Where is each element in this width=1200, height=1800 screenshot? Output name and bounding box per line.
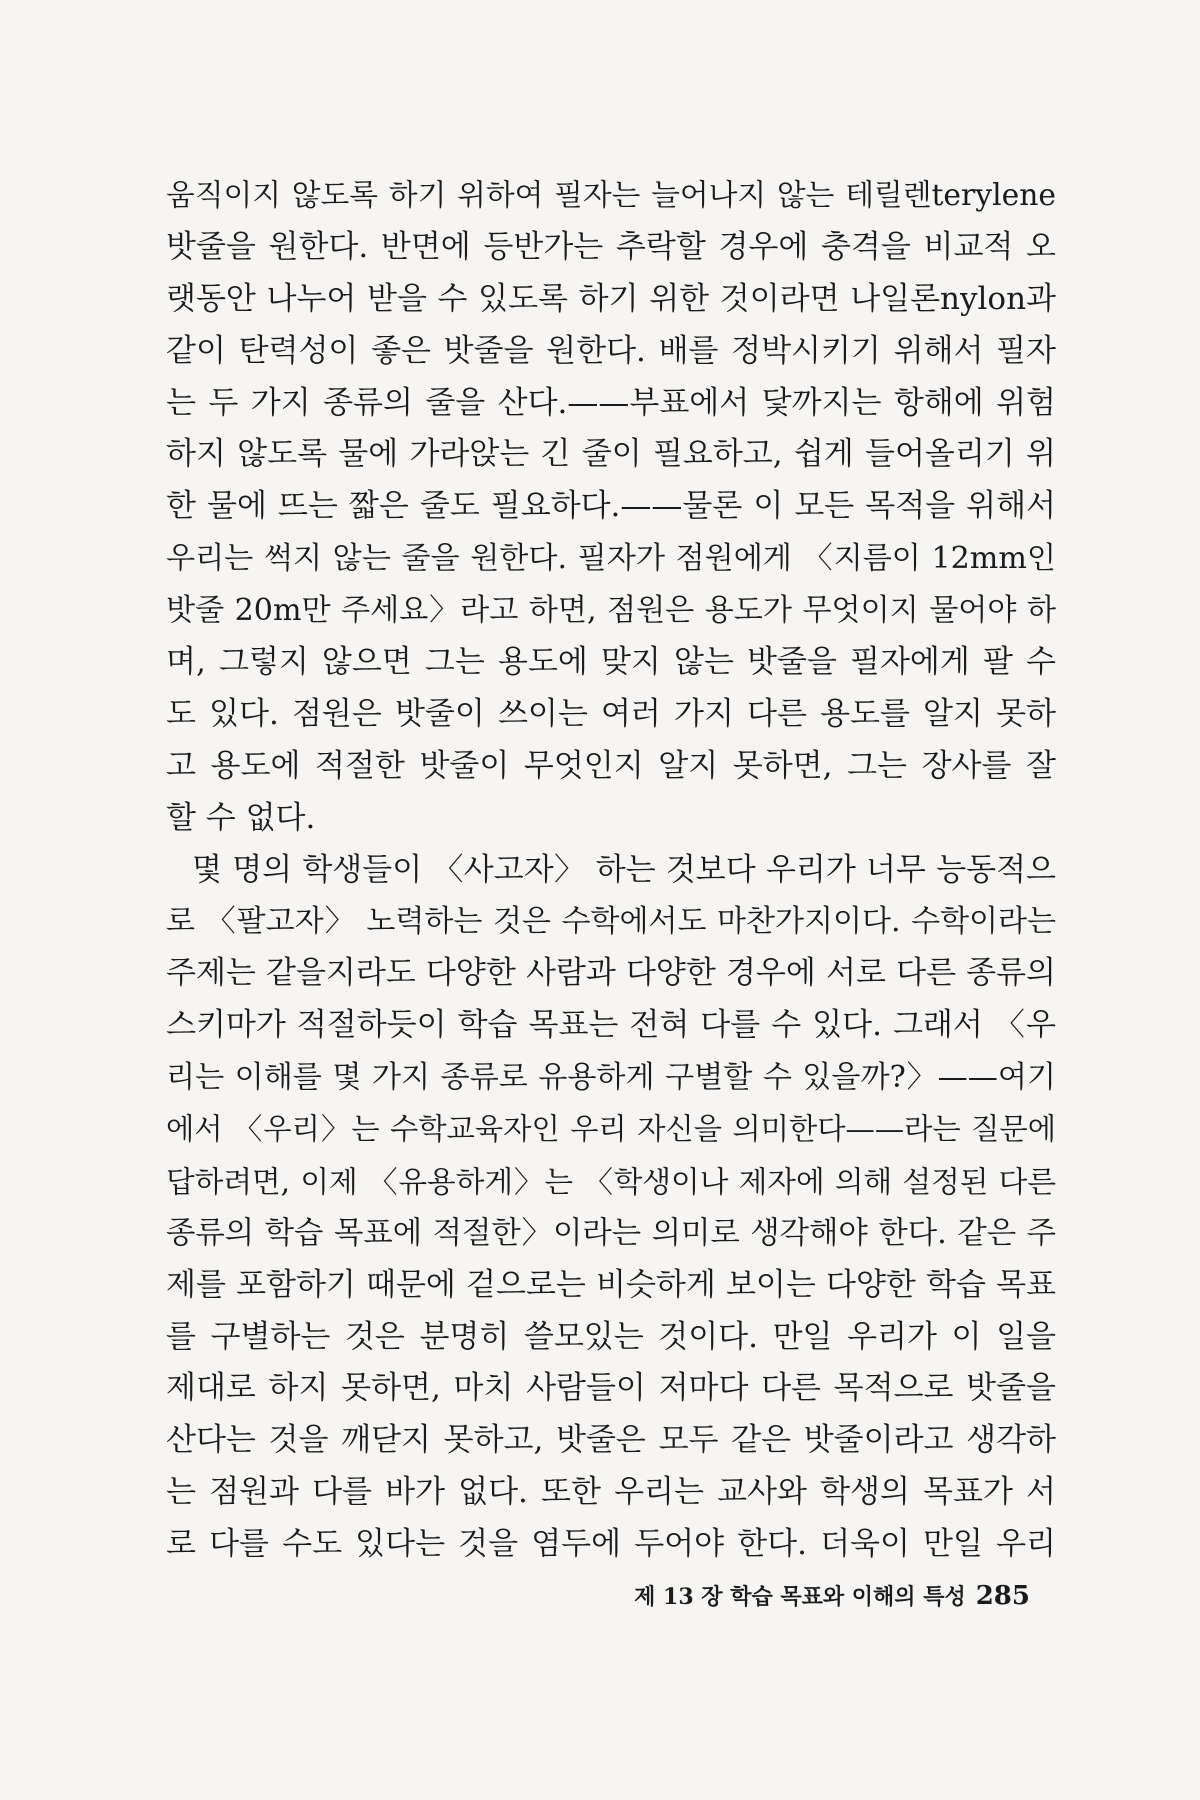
text-line: 스키마가 적절하듯이 학습 목표는 전혀 다를 수 있다. 그래서 〈우 — [166, 1007, 1056, 1044]
text-line: 를 구별하는 것은 분명히 쓸모있는 것이다. 만일 우리가 이 일을 — [166, 1318, 1056, 1355]
page-number: 285 — [975, 1581, 1030, 1611]
text-line: 하지 않도록 물에 가라앉는 긴 줄이 필요하고, 쉽게 들어올리기 위 — [166, 436, 1056, 473]
paragraph-first-line: 몇 명의 학생들이 〈사고자〉 하는 것보다 우리가 너무 능동적으 — [192, 851, 1056, 888]
text-line: 밧줄 20m만 주세요〉라고 하면, 점원은 용도가 무엇이지 물어야 하 — [166, 593, 1056, 629]
text-line: 한 물에 뜨는 짧은 줄도 필요하다.——물론 이 모든 목적을 위해서 — [166, 488, 1056, 525]
text-line: 우리는 썩지 않는 줄을 원한다. 필자가 점원에게 〈지름이 12mm인 — [166, 541, 1056, 577]
page-footer — [610, 1576, 1030, 1616]
text-line: 로 다를 수도 있다는 것을 염두에 두어야 한다. 더욱이 만일 우리 — [166, 1526, 1056, 1563]
text-line: 제를 포함하기 때문에 겉으로는 비슷하게 보이는 다양한 학습 목표 — [166, 1266, 1056, 1303]
text-line: 주제는 같을지라도 다양한 사람과 다양한 경우에 서로 다른 종류의 — [166, 955, 1056, 992]
text-line: 제대로 하지 못하면, 마치 사람들이 저마다 다른 목적으로 밧줄을 — [166, 1370, 1056, 1407]
text-line: 도 있다. 점원은 밧줄이 쓰이는 여러 가지 다른 용도를 알지 못하 — [166, 695, 1056, 732]
text-line: 로 〈팔고자〉 노력하는 것은 수학에서도 마찬가지이다. 수학이라는 — [166, 904, 1056, 940]
running-head: 제 13 장 학습 목표와 이해의 특성 — [634, 1584, 966, 1610]
text-line: 며, 그렇지 않으면 그는 용도에 맞지 않는 밧줄을 필자에게 팔 수 — [166, 644, 1056, 681]
text-line: 산다는 것을 깨닫지 못하고, 밧줄은 모두 같은 밧줄이라고 생각하 — [166, 1422, 1056, 1459]
text-line: 는 점원과 다를 바가 없다. 또한 우리는 교사와 학생의 목표가 서 — [166, 1474, 1056, 1511]
text-line: 는 두 가지 종류의 줄을 산다.——부표에서 닻까지는 항해에 위험 — [166, 384, 1056, 421]
text-line: 종류의 학습 목표에 적절한〉이라는 의미로 생각해야 한다. 같은 주 — [166, 1215, 1056, 1251]
text-line: 같이 탄력성이 좋은 밧줄을 원한다. 배를 정박시키기 위해서 필자 — [166, 332, 1056, 369]
text-line: 밧줄을 원한다. 반면에 등반가는 추락할 경우에 충격을 비교적 오 — [166, 228, 1056, 265]
text-line: 할 수 없다. — [166, 799, 316, 836]
text-line: 리는 이해를 몇 가지 종류로 유용하게 구별할 수 있을까?〉——여기 — [166, 1060, 1056, 1096]
text-line: 고 용도에 적절한 밧줄이 무엇인지 알지 못하면, 그는 장사를 잘 — [166, 747, 1056, 784]
text-line: 답하려면, 이제 〈유용하게〉는 〈학생이나 제자에 의해 설정된 다른 — [166, 1163, 1056, 1199]
text-line: 에서 〈우리〉는 수학교육자인 우리 자신을 의미한다——라는 질문에 — [166, 1112, 1056, 1147]
body-text — [166, 170, 1056, 1571]
text-line: 움직이지 않도록 하기 위하여 필자는 늘어나지 않는 테릴렌terylene — [166, 178, 1056, 213]
text-line: 랫동안 나누어 받을 수 있도록 하기 위한 것이라면 나일론nylon과 — [166, 280, 1056, 317]
